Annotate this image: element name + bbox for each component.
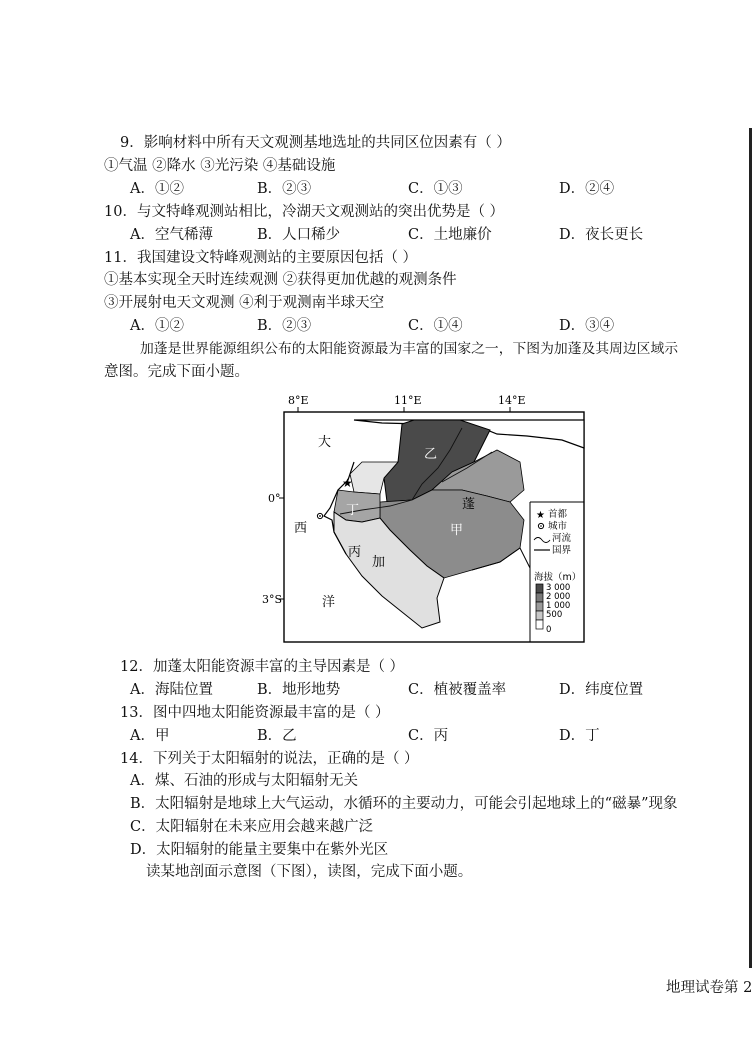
legend-swatch-3000: [536, 584, 543, 593]
legend-river-label: 河流: [552, 533, 572, 544]
q13-option-c: C．丙: [408, 728, 449, 744]
lat-label-3s: 3°S: [262, 593, 283, 606]
q9-option-d: D．②④: [559, 181, 615, 197]
region-label-jia: 甲: [450, 523, 464, 538]
q12-option-d: D．纬度位置: [559, 682, 644, 698]
intro-line-1: 加蓬是世界能源组织公布的太阳能资源最为丰富的国家之一，下图为加蓬及其周边区域示: [140, 341, 679, 357]
lon-label-14e: 14°E: [498, 394, 526, 407]
q10-option-b: B．人口稀少: [257, 227, 341, 243]
q12-option-b: B．地形地势: [257, 682, 341, 698]
q13-option-b: B．乙: [257, 728, 297, 744]
legend-elev-3000: 3 000: [546, 583, 571, 593]
q12-option-c: C．植被覆盖率: [408, 682, 507, 698]
q11-option-c: C．①④: [408, 318, 463, 334]
legend-swatch-0: [536, 620, 543, 629]
legend-elev-1000: 1 000: [546, 601, 571, 611]
legend-swatch-1000: [536, 602, 543, 611]
q10-stem: 10．与文特峰观测站相比，冷湖天文观测站的突出优势是（ ）: [104, 204, 505, 220]
capital-star-icon: ★: [342, 476, 353, 490]
country-char-1: 加: [372, 555, 386, 570]
q9-option-c: C．①③: [408, 181, 463, 197]
q11-option-b: B．②③: [257, 318, 312, 334]
q11-items-2: ③开展射电天文观测 ④利于观测南半球天空: [104, 295, 385, 311]
ocean-char-1: 大: [318, 435, 332, 450]
legend-elev-2000: 2 000: [546, 592, 571, 602]
intro-line-2: 意图。完成下面小题。: [104, 364, 249, 380]
q12-option-a: A．海陆位置: [130, 682, 213, 698]
q11-option-d: D．③④: [559, 318, 615, 334]
region-label-yi: 乙: [424, 447, 438, 462]
legend-city-label: 城市: [548, 521, 568, 532]
country-char-2: 蓬: [462, 497, 476, 512]
q10-option-c: C．土地廉价: [408, 227, 492, 243]
q11-stem: 11．我国建设文特峰观测站的主要原因包括（ ）: [104, 250, 418, 266]
region-label-bing: 丙: [348, 545, 362, 560]
region-label-ding: 丁: [346, 503, 360, 518]
q14-stem: 14．下列关于太阳辐射的说法，正确的是（ ）: [120, 751, 419, 767]
legend-border-label: 国界: [552, 545, 572, 556]
q13-option-a: A．甲: [130, 728, 170, 744]
q11-items-1: ①基本实现全天时连续观测 ②获得更加优越的观测条件: [104, 272, 457, 288]
legend-swatch-2000: [536, 593, 543, 602]
q14-option-b: B．太阳辐射是地球上大气运动，水循环的主要动力，可能会引起地球上的“磁暴”现象: [130, 796, 678, 812]
lon-label-8e: 8°E: [288, 394, 309, 407]
lat-label-0: 0°: [268, 492, 281, 505]
legend-elev-500: 500: [546, 610, 563, 620]
q14-option-c: C．太阳辐射在未来应用会越来越广泛: [130, 819, 374, 835]
legend-elev-0: 0: [546, 625, 552, 635]
outro-text: 读某地剖面示意图（下图），读图，完成下面小题。: [146, 864, 473, 880]
q9-items: ①气温 ②降水 ③光污染 ④基础设施: [104, 158, 336, 174]
legend-swatch-500: [536, 611, 543, 620]
ocean-char-2: 西: [294, 521, 308, 536]
legend-elevation-title: 海拔（m）: [534, 572, 582, 583]
q13-stem: 13．图中四地太阳能资源最丰富的是（ ）: [120, 705, 390, 721]
q10-option-a: A．空气稀薄: [130, 227, 213, 243]
map-svg: [262, 390, 592, 646]
q10-option-d: D．夜长更长: [559, 227, 644, 243]
legend-capital-icon: ★: [536, 510, 545, 521]
q13-option-d: D．丁: [559, 728, 600, 744]
q14-option-d: D．太阳辐射的能量主要集中在紫外光区: [130, 842, 389, 858]
page-footer: 地理试卷第 2: [666, 980, 752, 996]
q9-stem: 9．影响材料中所有天文观测基地选址的共同区位因素有（ ）: [120, 135, 511, 151]
q9-option-a: A．①②: [130, 181, 184, 197]
q9-option-b: B．②③: [257, 181, 312, 197]
q11-option-a: A．①②: [130, 318, 184, 334]
q12-stem: 12．加蓬太阳能资源丰富的主导因素是（ ）: [120, 659, 405, 675]
lon-label-11e: 11°E: [394, 394, 422, 407]
ocean-char-3: 洋: [322, 595, 336, 610]
gabon-map: [262, 390, 592, 646]
q14-option-a: A．煤、石油的形成与太阳辐射无关: [130, 773, 358, 789]
legend-capital-label: 首都: [548, 509, 568, 520]
